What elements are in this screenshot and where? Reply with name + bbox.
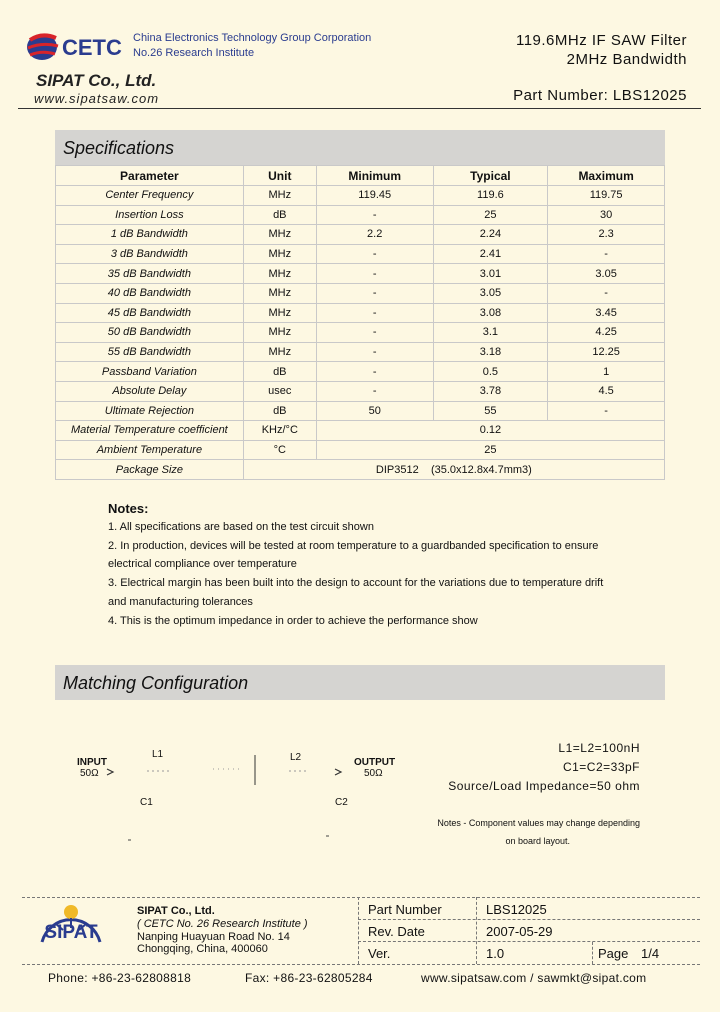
max-cell: 2.3 [548, 225, 665, 245]
min-cell: - [316, 303, 433, 323]
min-cell: - [316, 205, 433, 225]
footer-fax: Fax: +86-23-62805284 [245, 971, 373, 985]
min-cell: 2.2 [316, 225, 433, 245]
param-cell: Ultimate Rejection [56, 401, 244, 421]
unit-cell: MHz [243, 225, 316, 245]
unit-cell: usec [243, 381, 316, 401]
typ-cell: 119.6 [433, 186, 548, 206]
footer-rev-date-value: 2007-05-29 [486, 924, 553, 939]
part-number-header: Part Number: LBS12025 [513, 87, 687, 104]
max-cell: - [548, 283, 665, 303]
footer-version-label: Ver. [368, 946, 391, 961]
min-cell: - [316, 323, 433, 343]
cetc-logo [22, 30, 137, 64]
max-cell: 30 [548, 205, 665, 225]
param-cell: Insertion Loss [56, 205, 244, 225]
max-cell: 12.25 [548, 342, 665, 362]
footer-top-divider [22, 897, 700, 898]
min-cell: - [316, 381, 433, 401]
footer-bottom-divider [22, 964, 700, 965]
product-title: 119.6MHz IF SAW Filter [515, 32, 687, 49]
typ-cell: 2.41 [433, 244, 548, 264]
value-cell: 25 [316, 440, 664, 460]
note-line: 4. This is the optimum impedance in order to achieve the performance show [108, 615, 478, 627]
note-line: and manufacturing tolerances [108, 596, 253, 608]
footer-phone: Phone: +86-23-62808818 [48, 971, 192, 985]
matching-value-capacitors: C1=C2=33pF [562, 760, 640, 774]
param-cell: Passband Variation [56, 362, 244, 382]
min-cell: - [316, 264, 433, 284]
table-row [56, 244, 665, 264]
footer-grid-line [358, 941, 700, 942]
matching-note-line1: Notes - Component values may change depending [437, 818, 640, 828]
typ-cell: 3.08 [433, 303, 548, 323]
unit-cell: MHz [243, 283, 316, 303]
footer-grid-line [592, 942, 593, 964]
table-row [56, 401, 665, 421]
footer-part-number-label: Part Number [368, 902, 442, 917]
value-cell: DIP3512 (35.0x12.8x4.7mm3) [243, 460, 664, 480]
specifications-header [55, 130, 665, 165]
unit-cell: MHz [243, 342, 316, 362]
footer-institute: ( CETC No. 26 Research Institute ) [137, 918, 308, 930]
param-cell: 3 dB Bandwidth [56, 244, 244, 264]
footer-address2: Chongqing, China, 400060 [137, 943, 268, 955]
param-cell: Package Size [56, 460, 244, 480]
specifications-table [55, 165, 665, 480]
typ-cell: 3.01 [433, 264, 548, 284]
unit-cell: KHz/°C [243, 421, 316, 441]
footer-grid-line [358, 919, 700, 920]
note-line: 3. Electrical margin has been built into the design to account for the variations due to temperature drift [108, 577, 604, 589]
input-arrow [107, 769, 113, 775]
param-cell: 55 dB Bandwidth [56, 342, 244, 362]
unit-cell: MHz [243, 264, 316, 284]
min-cell: 50 [316, 401, 433, 421]
table-row [56, 303, 665, 323]
param-cell: Absolute Delay [56, 381, 244, 401]
min-cell: - [316, 342, 433, 362]
header-divider [18, 108, 701, 109]
footer-page-value: 1/4 [641, 946, 660, 961]
unit-cell: dB [243, 362, 316, 382]
typ-cell: 25 [433, 205, 548, 225]
table-row [56, 283, 665, 303]
max-cell: 1 [548, 362, 665, 382]
footer-contact-web-email[interactable]: www.sipatsaw.com / sawmkt@sipat.com [421, 971, 647, 985]
max-cell: 4.25 [548, 323, 665, 343]
table-header-row [56, 166, 665, 186]
input-impedance: 50Ω [80, 768, 99, 779]
footer-address1: Nanping Huayuan Road No. 14 [137, 931, 290, 943]
typ-cell: 3.1 [433, 323, 548, 343]
param-cell: 40 dB Bandwidth [56, 283, 244, 303]
unit-cell: MHz [243, 303, 316, 323]
min-cell: 119.45 [316, 186, 433, 206]
param-cell: 1 dB Bandwidth [56, 225, 244, 245]
col-header: Minimum [316, 166, 433, 186]
min-cell: - [316, 283, 433, 303]
unit-cell: dB [243, 401, 316, 421]
footer-version-value: 1.0 [486, 946, 505, 961]
table-row [56, 225, 665, 245]
typ-cell: 3.05 [433, 283, 548, 303]
max-cell: 3.05 [548, 264, 665, 284]
col-header: Parameter [56, 166, 244, 186]
footer-rev-date-label: Rev. Date [368, 924, 425, 939]
footer-company: SIPAT Co., Ltd. [137, 905, 215, 917]
typ-cell: 3.78 [433, 381, 548, 401]
min-cell: - [316, 244, 433, 264]
input-label: INPUT [77, 757, 107, 768]
matching-header [55, 665, 665, 700]
unit-cell: °C [243, 440, 316, 460]
output-label: OUTPUT [354, 757, 396, 768]
sipat-logo [28, 902, 114, 958]
param-cell: Center Frequency [56, 186, 244, 206]
unit-cell: MHz [243, 244, 316, 264]
org-name-line2: No.26 Research Institute [133, 47, 255, 59]
c2-label: C2 [335, 797, 348, 808]
max-cell: - [548, 244, 665, 264]
unit-cell: dB [243, 205, 316, 225]
unit-cell: MHz [243, 186, 316, 206]
output-arrow [335, 769, 341, 775]
c1-label: C1 [140, 797, 153, 808]
param-cell: 35 dB Bandwidth [56, 264, 244, 284]
output-impedance: 50Ω [364, 768, 383, 779]
col-header: Typical [433, 166, 548, 186]
typ-cell: 3.18 [433, 342, 548, 362]
typ-cell: 0.5 [433, 362, 548, 382]
table-row [56, 362, 665, 382]
company-website[interactable]: www.sipatsaw.com [34, 91, 160, 106]
l1-label: L1 [152, 749, 164, 760]
note-line: 1. All specifications are based on the test circuit shown [108, 521, 374, 533]
table-row [56, 342, 665, 362]
unit-cell: MHz [243, 323, 316, 343]
matching-circuit-diagram [55, 735, 355, 845]
param-cell: Ambient Temperature [56, 440, 244, 460]
param-cell: Material Temperature coefficient [56, 421, 244, 441]
typ-cell: 55 [433, 401, 548, 421]
value-cell: 0.12 [316, 421, 664, 441]
min-cell: - [316, 362, 433, 382]
col-header: Maximum [548, 166, 665, 186]
max-cell: - [548, 401, 665, 421]
typ-cell: 2.24 [433, 225, 548, 245]
sipat-logo-text: SIPAT [44, 922, 98, 943]
footer-grid-line [476, 897, 477, 964]
matching-value-inductors: L1=L2=100nH [558, 741, 640, 755]
cetc-logo-text: CETC [62, 35, 122, 60]
specifications-title: Specifications [63, 138, 175, 158]
note-line: 2. In production, devices will be tested at room temperature to a guardbanded specification to ensure [108, 540, 599, 552]
footer-grid-line [358, 897, 359, 964]
l2-label: L2 [290, 752, 302, 763]
max-cell: 3.45 [548, 303, 665, 323]
matching-value-impedance: Source/Load Impedance=50 ohm [448, 779, 640, 793]
max-cell: 4.5 [548, 381, 665, 401]
note-line: electrical compliance over temperature [108, 558, 297, 570]
param-cell: 50 dB Bandwidth [56, 323, 244, 343]
footer-part-number-value: LBS12025 [486, 902, 547, 917]
table-row [56, 421, 665, 441]
table-row [56, 323, 665, 343]
matching-note-line2: on board layout. [505, 836, 570, 846]
col-header: Unit [243, 166, 316, 186]
table-row [56, 264, 665, 284]
notes-title: Notes: [108, 501, 149, 516]
company-name: SIPAT Co., Ltd. [36, 71, 157, 90]
matching-title: Matching Configuration [63, 673, 249, 693]
org-name-line1: China Electronics Technology Group Corporation [133, 32, 372, 44]
table-row [56, 205, 665, 225]
table-row [56, 381, 665, 401]
max-cell: 119.75 [548, 186, 665, 206]
product-bandwidth: 2MHz Bandwidth [566, 51, 687, 68]
table-row [56, 460, 665, 480]
footer-page-label: Page [598, 946, 629, 961]
table-row [56, 440, 665, 460]
param-cell: 45 dB Bandwidth [56, 303, 244, 323]
table-row [56, 186, 665, 206]
